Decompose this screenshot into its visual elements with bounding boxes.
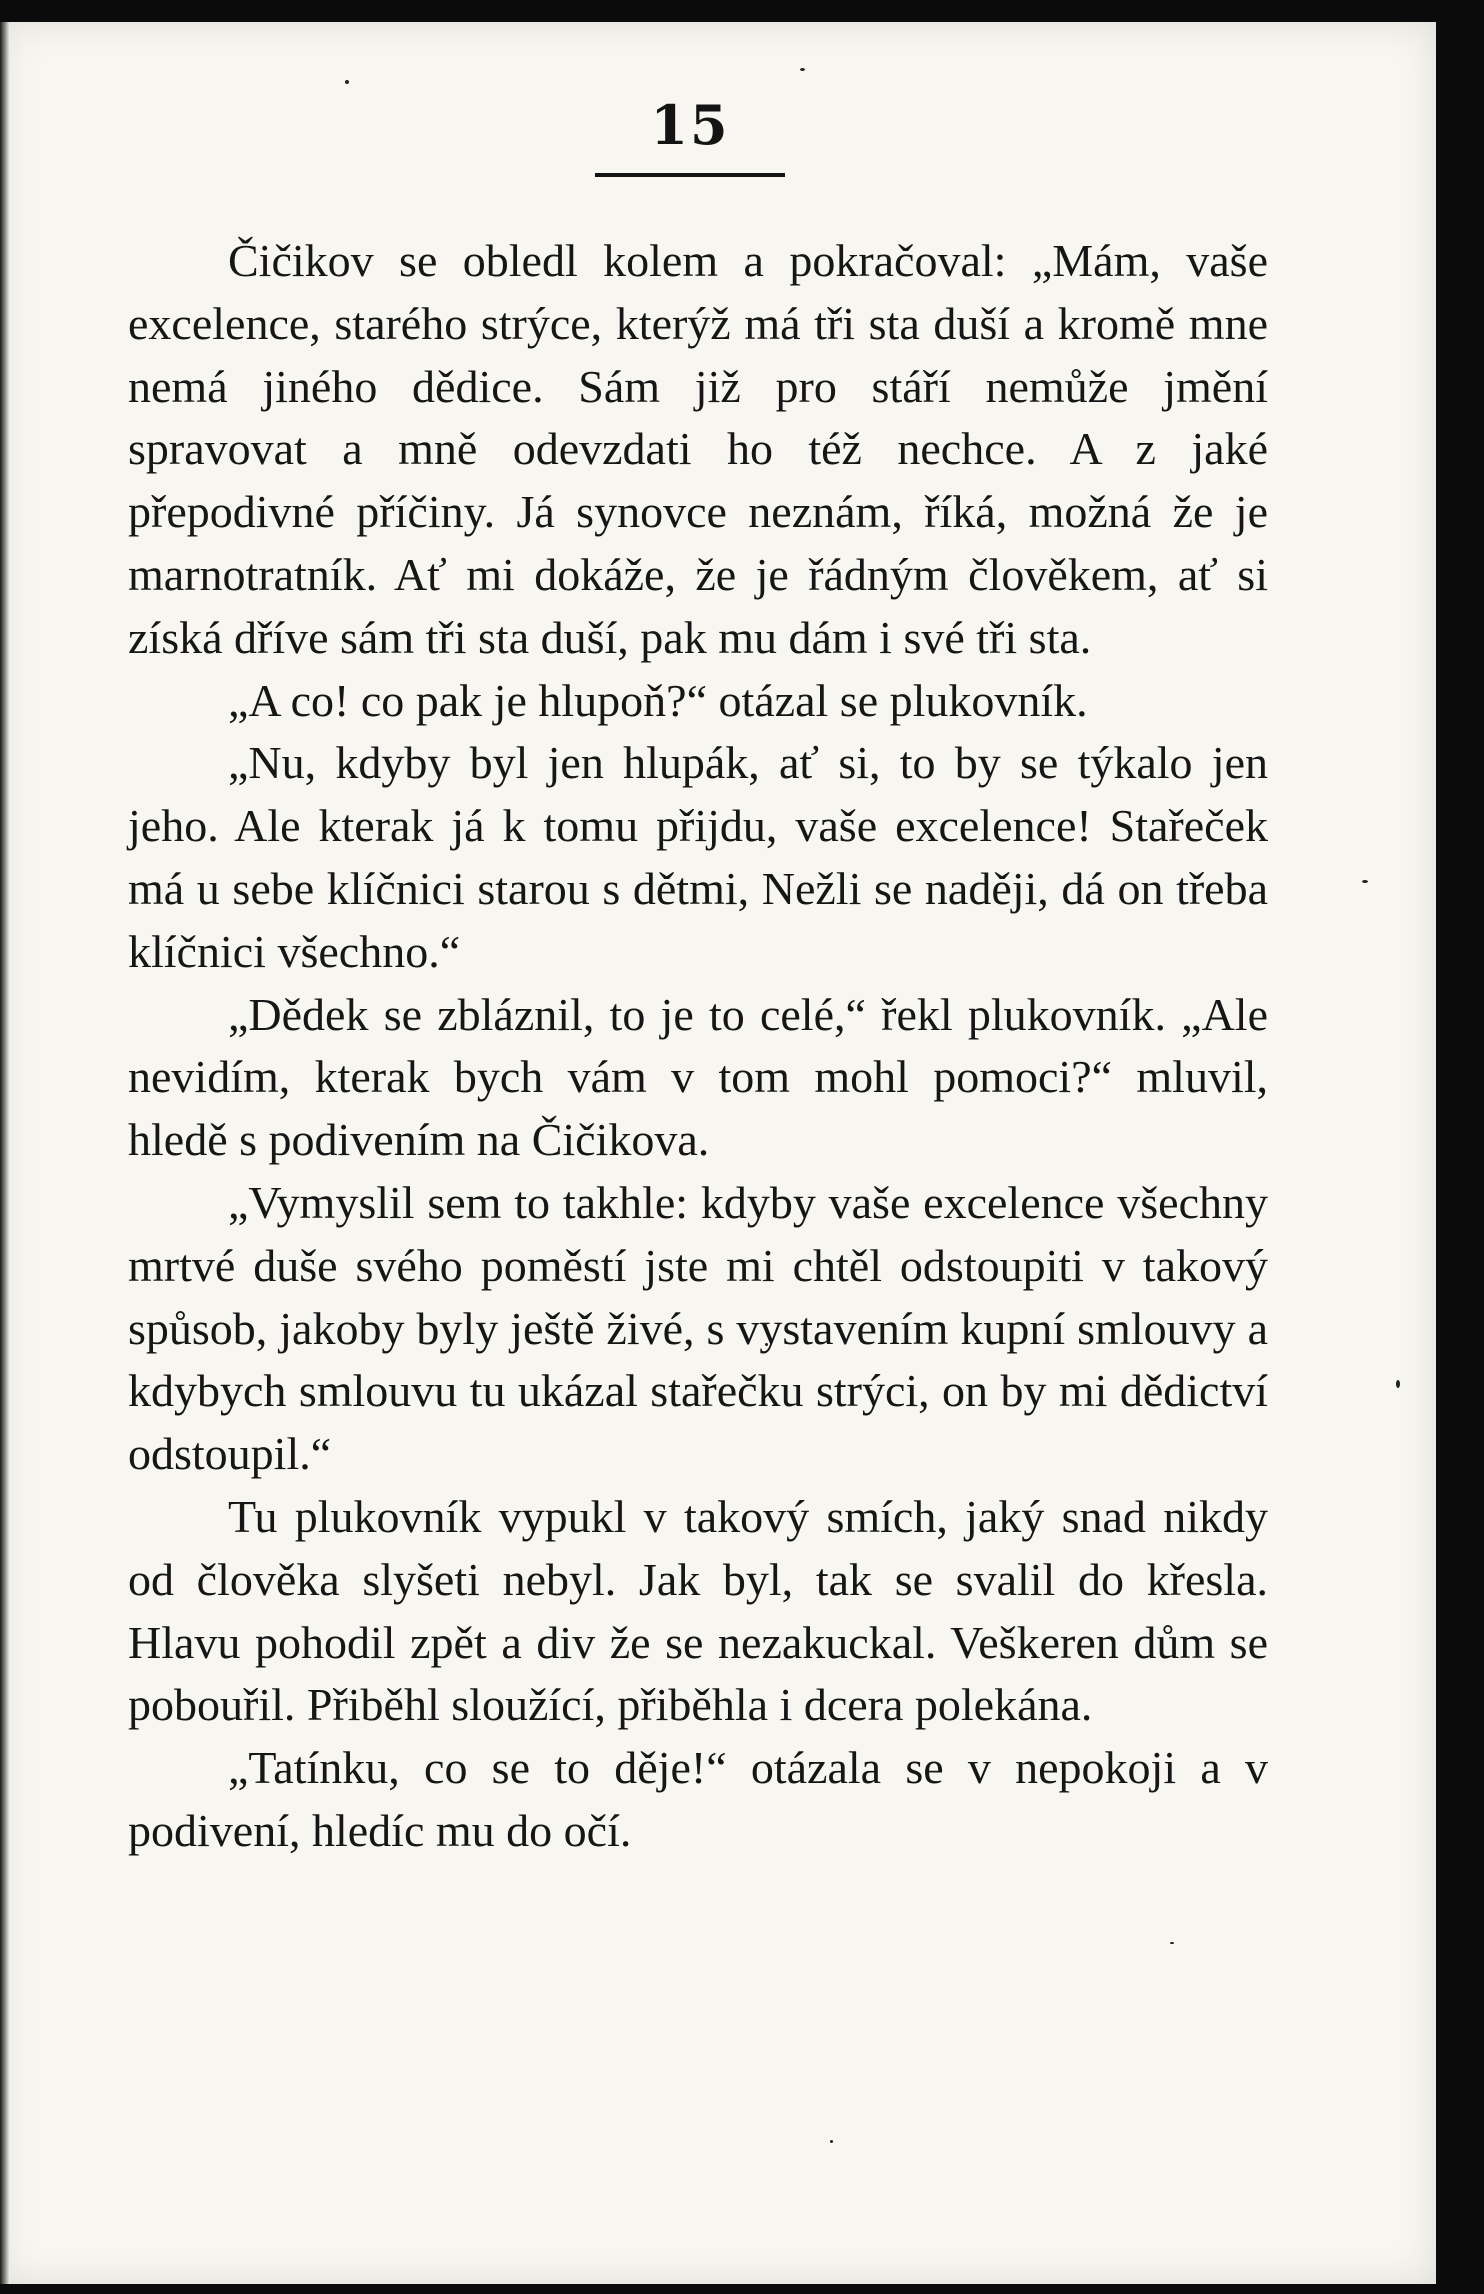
ink-speck [1396, 1380, 1400, 1388]
ink-speck [1170, 1942, 1174, 1944]
ink-speck [830, 2140, 833, 2143]
paragraph: „Nu, kdyby byl jen hlupák, ať si, to by se týkalo jen jeho. Ale kterak já k tomu přijdu, vaše excelence! Stařeček má u sebe klíčnici starou s dětmi, Nežli se naději, dá on třeba klíčnici všechno.“ [128, 737, 1268, 977]
header-rule [595, 173, 785, 177]
paragraph: Tu plukovník vypukl v takový smích, jaký snad nikdy od člověka slyšeti nebyl. Jak byl, tak se svalil do křesla. Hlavu pohodil zpět a div že se nezakuckal. Veškeren dům se pobouřil. Přiběhl sloužící, přiběhla i dcera polekána. [128, 1490, 1268, 1731]
body-text [128, 230, 1268, 1863]
page-edge-shadow [0, 22, 10, 2284]
paragraph: „Tatínku, co se to děje!“ otázala se v nepokoji a v podivení, hledíc mu do očí. [128, 1742, 1268, 1856]
paragraph: „Vymyslil sem to takhle: kdyby vaše excelence všechny mrtvé duše svého poměstí jste mi chtěl odstoupiti v takový spůsob, jakoby byly ještě živé, s vystavením kupní smlouvy a kdybych smlouvu tu ukázal stařečku strýci, on by mi dědictví odstoupil.“ [128, 1176, 1268, 1480]
page-number: 15 [650, 93, 730, 157]
page-header [580, 95, 800, 177]
ink-speck [800, 68, 805, 71]
ink-speck [1362, 880, 1368, 883]
paragraph: „A co! co pak je hlupoň?“ otázal se plukovník. [228, 674, 1088, 726]
paragraph: „Dědek se zbláznil, to je to celé,“ řekl plukovník. „Ale nevidím, kterak bych vám v tom mohl pomoci?“ mluvil, hledě s podivením na Čičikova. [128, 988, 1268, 1166]
ink-speck [345, 80, 349, 84]
paragraph: Čičikov se obledl kolem a pokračoval: „Mám, vaše excelence, starého strýce, kterýž má tři sta duší a kromě mne nemá jiného dědice. Sám již pro stáří nemůže jmění spravovat a mně odevzdati ho též nechce. A z jaké přepodivné příčiny. Já synovce neznám, říká, možná že je marnotratník. Ať mi dokáže, že je řádným člověkem, ať si získá dříve sám tři sta duší, pak mu dám i své tři sta. [128, 235, 1268, 663]
